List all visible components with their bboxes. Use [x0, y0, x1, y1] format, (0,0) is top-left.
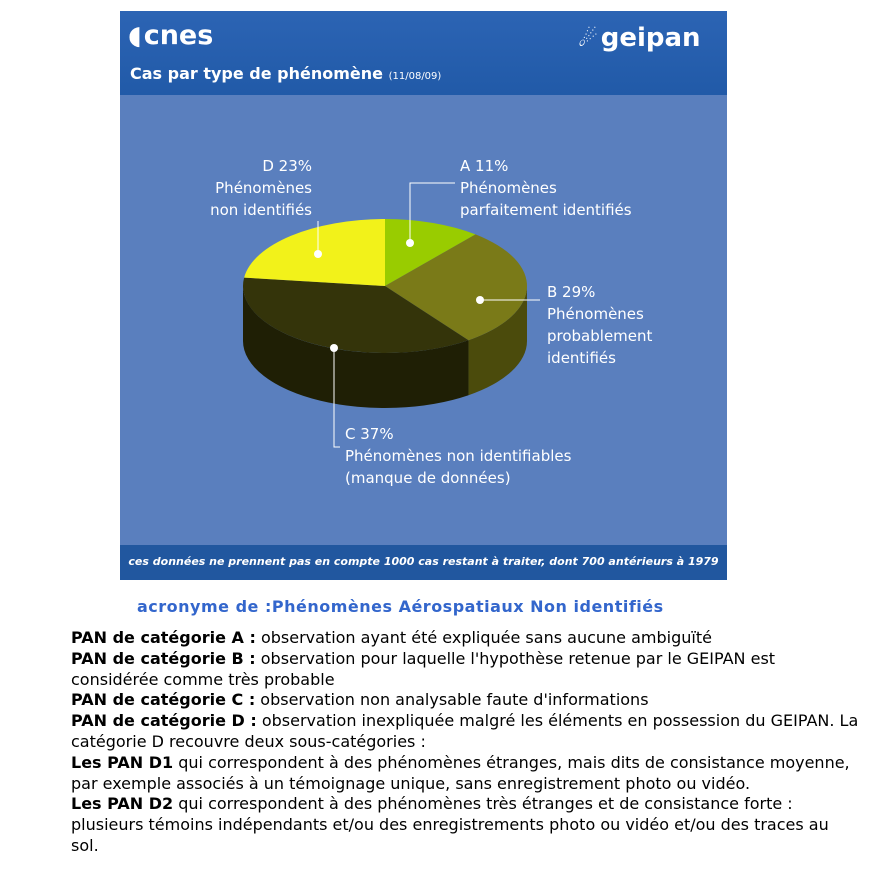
definition-item — [71, 628, 861, 649]
definition-item — [71, 753, 861, 795]
slice-label-D-line: Phénomènes — [215, 179, 312, 197]
definition-item — [71, 690, 861, 711]
leader-dot-A — [406, 239, 414, 247]
slice-label-D-line: non identifiés — [210, 201, 312, 219]
slice-label-C-line: (manque de données) — [345, 469, 511, 487]
cnes-swoosh-icon: ◖ — [128, 21, 142, 51]
chart-title-text: Cas par type de phénomène — [130, 64, 384, 83]
definition-term: PAN de catégorie D : — [71, 711, 257, 731]
slice-code-label-C: C 37% — [345, 425, 394, 443]
cnes-logo-text: cnes — [143, 20, 214, 51]
slice-code-label-A: A 11% — [460, 157, 509, 175]
definition-term: Les PAN D1 — [71, 752, 174, 772]
definition-item — [71, 649, 861, 691]
geipan-orbit-icon: ☄ — [578, 27, 598, 52]
definition-text: qui correspondent à des phénomènes très étranges et de consistance forte : plusieurs témoins indépendants et/ou des enregistrements photo ou vidéo et/ou des traces au sol. — [71, 794, 829, 855]
definition-text: observation ayant été expliquée sans aucune ambiguïté — [255, 628, 712, 647]
slice-code-label-D: D 23% — [262, 157, 312, 175]
leader-dot-B — [476, 296, 484, 304]
definition-term: Les PAN D2 — [71, 794, 174, 814]
leader-dot-D — [314, 250, 322, 258]
slice-code-label-B: B 29% — [547, 283, 596, 301]
footer-band — [120, 545, 727, 580]
chart-date: (11/08/09) — [388, 71, 442, 82]
acronym-line: acronyme de :Phénomènes Aérospatiaux Non identifiés — [137, 597, 664, 616]
geipan-logo-text: geipan — [600, 23, 701, 53]
slice-label-A-line: Phénomènes — [460, 179, 557, 197]
definition-text: observation inexpliquée malgré les éléments en possession du GEIPAN. La catégorie D recouvre deux sous-catégories : — [71, 711, 859, 751]
pie-chart — [120, 11, 727, 545]
slice-label-B-line: identifiés — [547, 349, 616, 367]
definition-term: PAN de catégorie C : — [71, 690, 256, 710]
slice-label-B-line: Phénomènes — [547, 305, 644, 323]
definition-term: PAN de catégorie B : — [71, 648, 256, 668]
definition-text: observation pour laquelle l'hypothèse retenue par le GEIPAN est considérée comme très probable — [71, 648, 776, 689]
slice-label-B-line: probablement — [547, 327, 653, 345]
slice-label-C-line: Phénomènes non identifiables — [345, 447, 572, 465]
definition-term: PAN de catégorie A : — [71, 628, 256, 647]
definition-item — [71, 711, 861, 753]
footer-note: ces données ne prennent pas en compte 1000 cas restant à traiter, dont 700 antérieurs à 1979 — [128, 555, 719, 568]
slice-label-A-line: parfaitement identifiés — [460, 201, 632, 219]
definition-item — [71, 794, 861, 856]
leader-dot-C — [330, 344, 338, 352]
definition-text: observation non analysable faute d'informations — [255, 690, 649, 710]
infographic — [120, 11, 727, 580]
definitions-list — [71, 628, 861, 857]
definition-text: qui correspondent à des phénomènes étranges, mais dits de consistance moyenne, par exemple associés à un témoignage unique, sans enregistrement photo ou vidéo. — [71, 752, 850, 793]
